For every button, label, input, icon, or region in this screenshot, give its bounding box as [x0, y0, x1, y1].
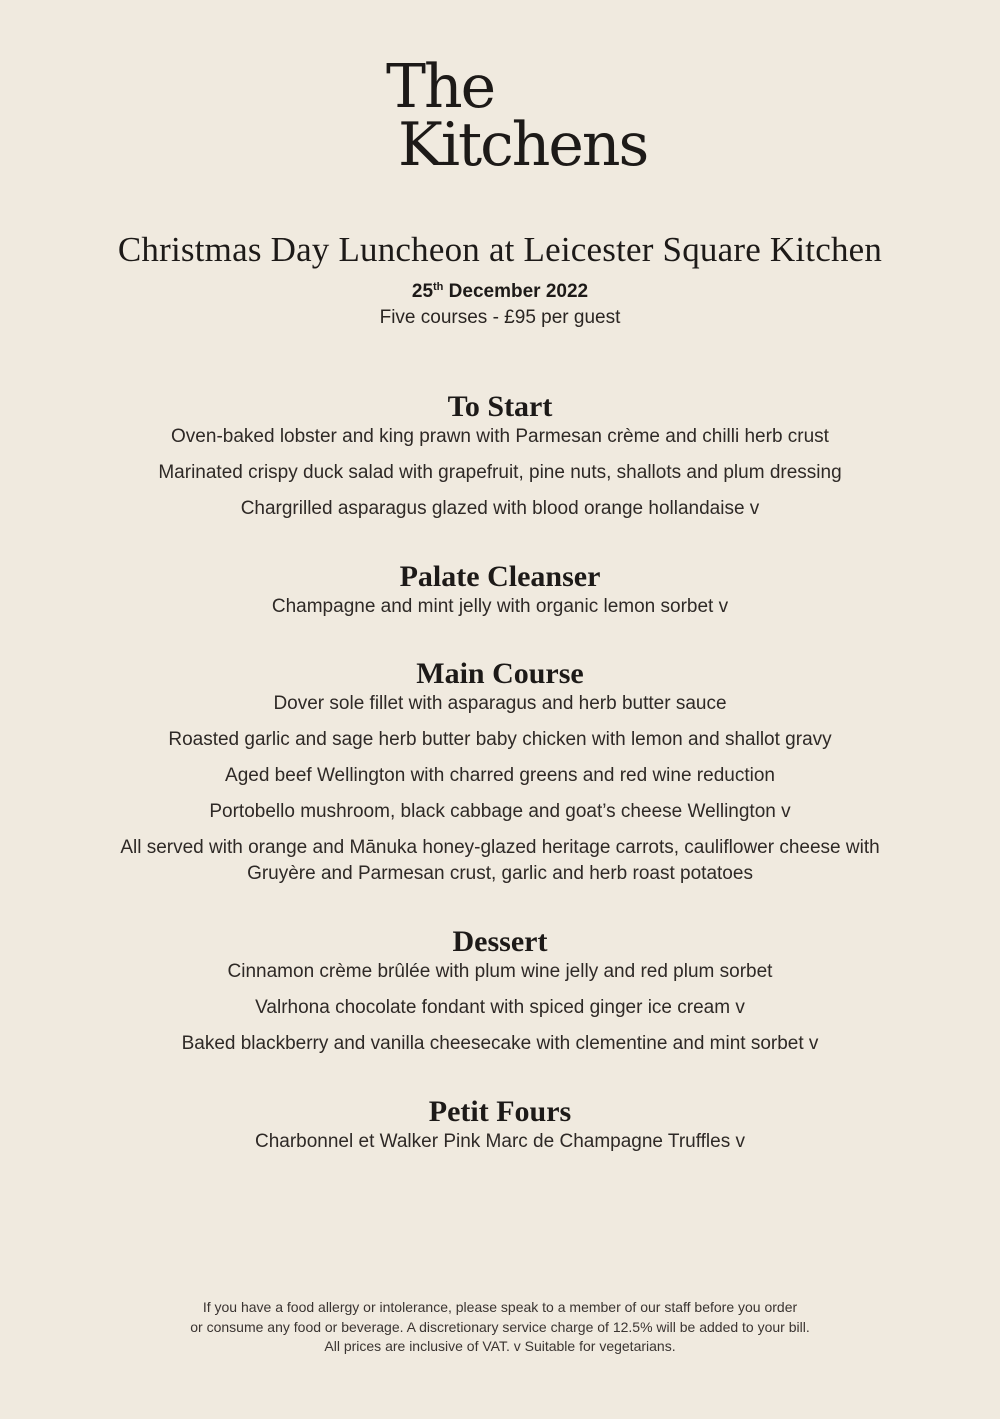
section-petit-fours: [0, 1095, 1000, 1155]
menu-item: Chargrilled asparagus glazed with blood orange hollandaise v: [240, 498, 760, 519]
section-heading: Petit Fours: [428, 1095, 572, 1128]
menu-item: Marinated crispy duck salad with grapefruit, pine nuts, shallots and plum dressing: [158, 462, 842, 483]
logo-line-2: Kitchens: [398, 110, 648, 180]
menu-item: Portobello mushroom, black cabbage and goat’s cheese Wellington v: [209, 801, 791, 822]
menu-item: Charbonnel et Walker Pink Marc de Champagne Truffles v: [254, 1131, 745, 1152]
footer-line: If you have a food allergy or intolerance, please speak to a member of our staff before you order: [202, 1299, 798, 1315]
event-date: [0, 281, 1000, 303]
logo: [386, 52, 648, 180]
section-main-course: [0, 657, 1000, 887]
footer-line: or consume any food or beverage. A discretionary service charge of 12.5% will be added to your bill.: [190, 1318, 810, 1335]
section-dessert: [0, 925, 1000, 1057]
section-to-start: [0, 390, 1000, 522]
menu-item: Oven-baked lobster and king prawn with Parmesan crème and chilli herb crust: [171, 426, 829, 447]
section-palate-cleanser: [0, 560, 1000, 620]
footer-line: All prices are inclusive of VAT. v Suitable for vegetarians.: [324, 1338, 676, 1354]
section-heading: Dessert: [452, 925, 548, 958]
event-title: Christmas Day Luncheon at Leicester Square Kitchen: [117, 230, 883, 269]
event-date-day: 25: [411, 281, 434, 302]
section-heading: Palate Cleanser: [399, 560, 601, 593]
menu-item: Cinnamon crème brûlée with plum wine jelly and red plum sorbet: [227, 961, 773, 982]
logo-line-1: The: [386, 52, 495, 122]
section-heading: To Start: [447, 390, 553, 423]
menu-item-accompaniments: All served with orange and Mānuka honey-glazed heritage carrots, cauliflower cheese with Gruyère and Parmesan crust, garlic and herb roast potatoes: [120, 837, 880, 884]
menu-item: Baked blackberry and vanilla cheesecake with clementine and mint sorbet v: [181, 1033, 819, 1054]
section-heading: Main Course: [416, 657, 584, 690]
menu-item: Champagne and mint jelly with organic lemon sorbet v: [271, 596, 729, 617]
menu-item: Aged beef Wellington with charred greens and red wine reduction: [225, 765, 775, 786]
event-date-rest: December 2022: [443, 281, 589, 302]
menu-item: Valrhona chocolate fondant with spiced ginger ice cream v: [255, 997, 745, 1018]
menu-item: Dover sole fillet with asparagus and herb butter sauce: [273, 693, 727, 714]
menu-item: Roasted garlic and sage herb butter baby chicken with lemon and shallot gravy: [168, 729, 832, 750]
event-date-suffix: th: [433, 281, 444, 293]
event-price: Five courses - £95 per guest: [379, 307, 621, 328]
footer-notice: [0, 1298, 1000, 1357]
